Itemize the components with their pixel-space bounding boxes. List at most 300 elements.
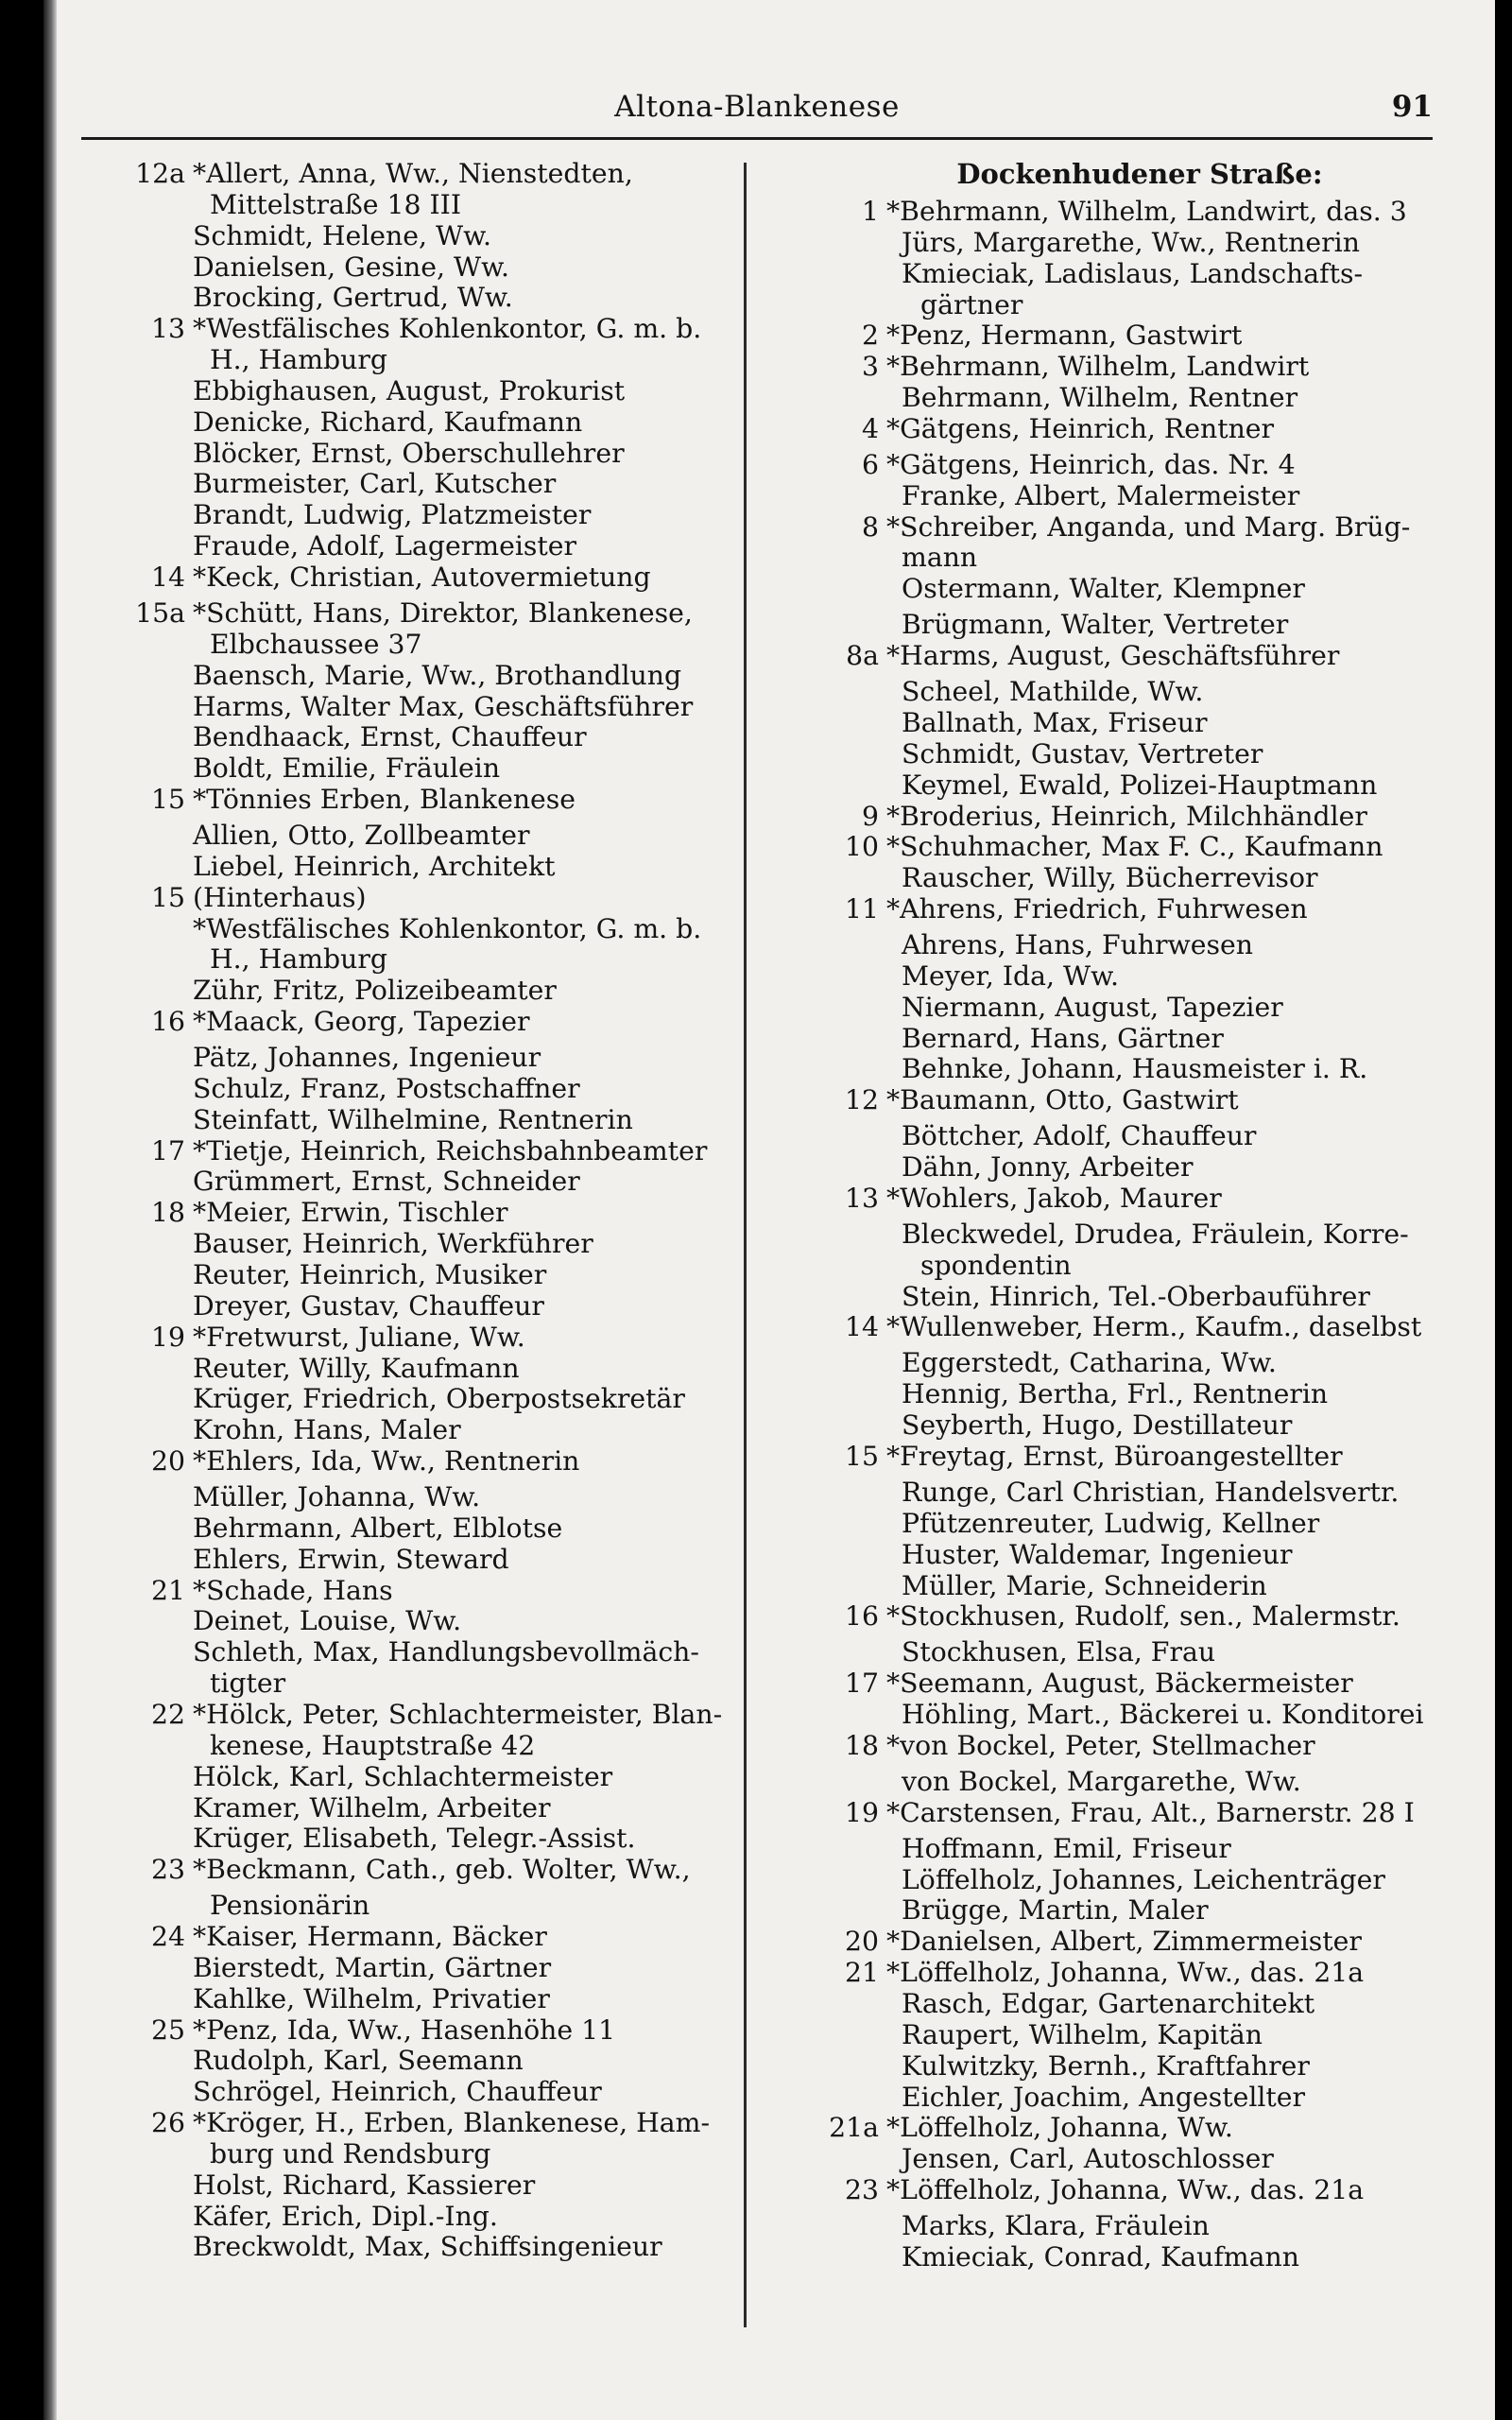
- house-number: 13: [844, 1182, 879, 1214]
- directory-entry: [799, 1219, 1461, 1251]
- resident-text: Dreyer, Gustav, Chauffeur: [193, 1289, 544, 1322]
- house-number: 8a: [846, 640, 879, 672]
- directory-entry: [799, 543, 1461, 574]
- resident-text: Hoffmann, Emil, Friseur: [902, 1832, 1231, 1864]
- directory-entry: [94, 314, 737, 345]
- directory-entry: [94, 785, 737, 821]
- resident-text: Bernard, Hans, Gärtner: [902, 1022, 1224, 1054]
- directory-entry: [799, 2144, 1461, 2175]
- house-number: 15: [150, 784, 185, 816]
- directory-entry: [94, 1074, 737, 1105]
- directory-entry: [799, 2113, 1461, 2144]
- directory-entry: [94, 1700, 737, 1731]
- directory-entry: [799, 2020, 1461, 2051]
- directory-entry: [94, 2170, 737, 2202]
- resident-text: Schmidt, Helene, Ww.: [193, 219, 491, 251]
- directory-entry: [799, 352, 1461, 383]
- directory-entry: [799, 383, 1461, 414]
- directory-entry: [799, 481, 1461, 512]
- directory-entry: [799, 1767, 1461, 1798]
- directory-entry: [94, 1824, 737, 1855]
- directory-entry: [94, 1354, 737, 1385]
- column-divider: [744, 163, 747, 2327]
- house-number: 13: [150, 313, 185, 345]
- directory-entry: [94, 2015, 737, 2047]
- house-number: 24: [150, 1921, 185, 1953]
- directory-entry: [94, 2046, 737, 2077]
- directory-entry: [94, 852, 737, 883]
- resident-text: Schulz, Franz, Postschaffner: [193, 1072, 580, 1104]
- directory-entry: [799, 2242, 1461, 2273]
- directory-entry: [94, 1446, 737, 1482]
- resident-text: *Allert, Anna, Ww., Nienstedten,: [193, 158, 633, 189]
- directory-entry: [94, 1545, 737, 1576]
- resident-text: Scheel, Mathilde, Ww.: [902, 676, 1204, 708]
- resident-text: *Gätgens, Heinrich, Rentner: [886, 412, 1275, 444]
- street-heading: Dockenhudener Straße:: [956, 158, 1323, 190]
- house-number: 17: [844, 1668, 879, 1700]
- resident-text: Seyberth, Hugo, Destillateur: [902, 1409, 1293, 1442]
- resident-text: Stein, Hinrich, Tel.-Oberbauführer: [902, 1280, 1370, 1312]
- resident-text: Kramer, Wilhelm, Arbeiter: [193, 1791, 551, 1824]
- house-number: 19: [844, 1796, 879, 1828]
- directory-entry: [94, 1513, 737, 1545]
- house-number: 11: [844, 893, 879, 925]
- house-number: 21a: [829, 2112, 879, 2144]
- resident-text: Bleckwedel, Drudea, Fräulein, Korre-: [902, 1218, 1409, 1250]
- house-number: 20: [844, 1926, 879, 1958]
- house-number: 23: [844, 2174, 879, 2206]
- house-number: 15: [844, 1441, 879, 1472]
- directory-entry: [94, 1606, 737, 1637]
- directory-entry: [799, 1540, 1461, 1571]
- resident-text: Brügge, Martin, Maler: [902, 1894, 1209, 1927]
- resident-text: Müller, Marie, Schneiderin: [902, 1569, 1267, 1601]
- resident-text: Krüger, Elisabeth, Telegr.-Assist.: [193, 1823, 636, 1855]
- directory-entry: [799, 1152, 1461, 1184]
- directory-entry: [799, 2175, 1461, 2211]
- resident-text: *Westfälisches Kohlenkontor, G. m. b.: [193, 912, 702, 944]
- resident-text: Elbchaussee 37: [210, 628, 422, 660]
- resident-text: Raupert, Wilhelm, Kapitän: [902, 2018, 1263, 2050]
- resident-text: Ahrens, Hans, Fuhrwesen: [902, 929, 1254, 961]
- resident-text: Schmidt, Gustav, Vertreter: [902, 737, 1263, 769]
- resident-text: *Ehlers, Ida, Ww., Rentnerin: [193, 1445, 580, 1478]
- directory-entry: [94, 2232, 737, 2263]
- directory-entry: [94, 630, 737, 661]
- directory-entry: [94, 2202, 737, 2233]
- directory-entry: [94, 1105, 737, 1136]
- directory-entry: [94, 1198, 737, 1229]
- directory-entry: [94, 1576, 737, 1607]
- directory-entry: [799, 739, 1461, 770]
- house-number: 3: [861, 351, 879, 383]
- house-number: 21: [844, 1957, 879, 1989]
- directory-entry: [94, 692, 737, 723]
- resident-text: Breckwoldt, Max, Schiffsingenieur: [193, 2231, 662, 2263]
- directory-entry: [94, 976, 737, 1007]
- resident-text: Hölck, Karl, Schlachtermeister: [193, 1760, 613, 1792]
- directory-entry: [799, 197, 1461, 228]
- directory-entry: [94, 883, 737, 914]
- resident-text: Ostermann, Walter, Klempner: [902, 573, 1305, 605]
- house-number: 2: [861, 320, 879, 352]
- house-number: 18: [844, 1729, 879, 1761]
- directory-entry: [799, 1927, 1461, 1958]
- directory-entry: [94, 407, 737, 439]
- directory-entry: [94, 1007, 737, 1043]
- directory-entry: [94, 914, 737, 945]
- directory-entry: [94, 1922, 737, 1953]
- resident-text: Meyer, Ida, Ww.: [902, 959, 1119, 992]
- directory-entry: [799, 1348, 1461, 1379]
- resident-text: H., Hamburg: [210, 943, 388, 976]
- resident-text: *Schreiber, Anganda, und Marg. Brüg-: [886, 510, 1411, 543]
- directory-entry: [94, 821, 737, 852]
- directory-entry: [94, 1415, 737, 1446]
- resident-text: Kmieciak, Conrad, Kaufmann: [902, 2240, 1299, 2273]
- resident-text: Huster, Waldemar, Ingenieur: [902, 1538, 1293, 1570]
- resident-text: von Bockel, Margarethe, Ww.: [902, 1765, 1301, 1797]
- directory-page: [43, 0, 1495, 2420]
- resident-text: Kahlke, Wilhelm, Privatier: [193, 1982, 550, 2014]
- house-number: 8: [861, 510, 879, 543]
- directory-entry: [799, 832, 1461, 863]
- directory-entry: [799, 1798, 1461, 1834]
- resident-text: Schrögel, Heinrich, Chauffeur: [193, 2076, 602, 2108]
- directory-entry: [94, 345, 737, 376]
- resident-text: Marks, Klara, Fräulein: [902, 2210, 1210, 2242]
- page-header: [81, 90, 1433, 140]
- directory-entry: [94, 1855, 737, 1891]
- right-column: [799, 159, 1461, 2273]
- resident-text: Boldt, Emilie, Fräulein: [193, 752, 501, 785]
- house-number: 14: [150, 561, 185, 593]
- left-column: [94, 159, 737, 2263]
- resident-text: *Hölck, Peter, Schlachtermeister, Blan-: [193, 1698, 723, 1730]
- resident-text: gärtner: [920, 288, 1023, 320]
- resident-text: Denicke, Richard, Kaufmann: [193, 406, 583, 438]
- directory-entry: [799, 574, 1461, 610]
- directory-entry: [799, 1989, 1461, 2020]
- resident-text: *von Bockel, Peter, Stellmacher: [886, 1729, 1315, 1761]
- directory-entry: [94, 1731, 737, 1762]
- house-number: 15a: [135, 596, 185, 629]
- resident-text: Hennig, Bertha, Frl., Rentnerin: [902, 1378, 1329, 1410]
- directory-entry: [799, 259, 1461, 290]
- resident-text: Kulwitzky, Bernh., Kraftfahrer: [902, 2049, 1310, 2082]
- resident-text: Niermann, August, Tapezier: [902, 991, 1283, 1023]
- resident-text: Reuter, Heinrich, Musiker: [193, 1259, 547, 1290]
- directory-entry: [799, 708, 1461, 739]
- resident-text: Stockhusen, Elsa, Frau: [902, 1636, 1216, 1668]
- resident-text: *Behrmann, Wilhelm, Landwirt: [886, 351, 1310, 383]
- directory-entry: [94, 1793, 737, 1824]
- directory-entry: [94, 2077, 737, 2108]
- directory-entry: [799, 677, 1461, 708]
- resident-text: burg und Rendsburg: [210, 2137, 491, 2169]
- resident-text: *Schuhmacher, Max F. C., Kaufmann: [886, 831, 1383, 863]
- resident-text: *Danielsen, Albert, Zimmermeister: [886, 1926, 1362, 1958]
- resident-text: Dähn, Jonny, Arbeiter: [902, 1151, 1194, 1184]
- directory-entry: [799, 1865, 1461, 1896]
- resident-text: Eggerstedt, Catharina, Ww.: [902, 1347, 1277, 1379]
- resident-text: Harms, Walter Max, Geschäftsführer: [193, 690, 694, 722]
- directory-entry: [799, 1312, 1461, 1348]
- resident-text: Mittelstraße 18 III: [210, 188, 462, 220]
- directory-entry: [94, 1637, 737, 1668]
- directory-entry: [94, 531, 737, 562]
- directory-entry: [799, 1054, 1461, 1085]
- resident-text: *Löffelholz, Johanna, Ww., das. 21a: [886, 2174, 1365, 2206]
- resident-text: (Hinterhaus): [193, 881, 367, 913]
- resident-text: Rasch, Edgar, Gartenarchitekt: [902, 1987, 1315, 2019]
- directory-entry: [94, 1291, 737, 1322]
- house-number: 20: [150, 1445, 185, 1478]
- house-number: 14: [844, 1311, 879, 1343]
- house-number: 22: [150, 1698, 185, 1730]
- house-number: 15: [150, 881, 185, 913]
- resident-text: *Wohlers, Jakob, Maurer: [886, 1182, 1222, 1214]
- directory-entry: [94, 439, 737, 470]
- resident-text: Burmeister, Carl, Kutscher: [193, 468, 557, 500]
- house-number: 18: [150, 1197, 185, 1229]
- directory-entry: [94, 1260, 737, 1291]
- resident-text: *Tietje, Heinrich, Reichsbahnbeamter: [193, 1134, 708, 1167]
- directory-entry: [799, 2211, 1461, 2242]
- directory-entry: [799, 770, 1461, 802]
- directory-entry: [94, 1984, 737, 2015]
- resident-text: *Schütt, Hans, Direktor, Blankenese,: [193, 596, 693, 629]
- house-number: 19: [150, 1321, 185, 1353]
- resident-text: Ehlers, Erwin, Steward: [193, 1543, 509, 1575]
- resident-text: kenese, Hauptstraße 42: [210, 1729, 536, 1761]
- directory-entry: [94, 2108, 737, 2139]
- running-head: Altona-Blankenese: [614, 90, 900, 124]
- resident-text: Behrmann, Wilhelm, Rentner: [902, 382, 1298, 414]
- resident-text: Schleth, Max, Handlungsbevollmäch-: [193, 1636, 699, 1668]
- resident-text: *Kaiser, Hermann, Bäcker: [193, 1921, 547, 1953]
- resident-text: *Stockhusen, Rudolf, sen., Malermstr.: [886, 1600, 1400, 1633]
- house-number: 12: [844, 1084, 879, 1116]
- directory-entry: [799, 802, 1461, 833]
- directory-entry: [799, 320, 1461, 352]
- directory-entry: [94, 1668, 737, 1700]
- resident-text: Brügmann, Walter, Vertreter: [902, 609, 1289, 641]
- resident-text: Bauser, Heinrich, Werkführer: [193, 1228, 593, 1260]
- resident-text: Bierstedt, Martin, Gärtner: [193, 1951, 552, 1983]
- directory-entry: [799, 1121, 1461, 1152]
- directory-entry: [94, 944, 737, 976]
- directory-entry: [94, 376, 737, 407]
- house-number: 21: [150, 1574, 185, 1606]
- resident-text: *Baumann, Otto, Gastwirt: [886, 1084, 1239, 1116]
- directory-entry: [799, 930, 1461, 961]
- resident-text: Jürs, Margarethe, Ww., Rentnerin: [902, 226, 1360, 258]
- house-number: 26: [150, 2107, 185, 2139]
- directory-entry: [799, 1251, 1461, 1282]
- directory-entry: [799, 641, 1461, 677]
- house-number: 10: [844, 831, 879, 863]
- resident-text: Steinfatt, Wilhelmine, Rentnerin: [193, 1103, 633, 1135]
- directory-entry: [94, 1136, 737, 1167]
- house-number: 17: [150, 1134, 185, 1167]
- resident-text: *Gätgens, Heinrich, das. Nr. 4: [886, 448, 1296, 480]
- directory-entry: [799, 1834, 1461, 1865]
- resident-text: H., Hamburg: [210, 344, 388, 376]
- house-number: 1: [861, 196, 879, 227]
- directory-entry: [94, 190, 737, 221]
- directory-entry: [94, 598, 737, 630]
- resident-text: tigter: [210, 1668, 286, 1700]
- directory-entry: [94, 469, 737, 500]
- directory-entry: [799, 1442, 1461, 1478]
- directory-entry: [799, 1085, 1461, 1121]
- directory-entry: [799, 290, 1461, 321]
- resident-text: Zühr, Fritz, Polizeibeamter: [193, 975, 557, 1007]
- directory-entry: [94, 500, 737, 531]
- resident-text: Holst, Richard, Kassierer: [193, 2169, 536, 2201]
- resident-text: Allien, Otto, Zollbeamter: [193, 820, 530, 852]
- house-number: 23: [150, 1854, 185, 1886]
- resident-text: Ballnath, Max, Friseur: [902, 706, 1208, 738]
- resident-text: Ebbighausen, August, Prokurist: [193, 374, 626, 406]
- house-number: 4: [861, 412, 879, 444]
- resident-text: Keymel, Ewald, Polizei-Hauptmann: [902, 769, 1378, 801]
- directory-entry: [94, 283, 737, 314]
- directory-entry: [799, 863, 1461, 894]
- resident-text: Eichler, Joachim, Angestellter: [902, 2081, 1306, 2113]
- house-number: 9: [861, 800, 879, 832]
- resident-text: Behnke, Johann, Hausmeister i. R.: [902, 1053, 1368, 1085]
- directory-entry: [799, 2083, 1461, 2114]
- resident-text: *Broderius, Heinrich, Milchhändler: [886, 800, 1367, 832]
- resident-text: *Schade, Hans: [193, 1574, 393, 1606]
- resident-text: Reuter, Willy, Kaufmann: [193, 1352, 520, 1384]
- directory-entry: [799, 1509, 1461, 1540]
- house-number: 12a: [135, 158, 185, 189]
- directory-entry: [799, 1700, 1461, 1731]
- house-number: 6: [861, 448, 879, 480]
- directory-entry: [94, 1891, 737, 1922]
- directory-entry: [799, 450, 1461, 481]
- resident-text: *Carstensen, Frau, Alt., Barnerstr. 28 I: [886, 1796, 1415, 1828]
- resident-text: Franke, Albert, Malermeister: [902, 479, 1300, 511]
- directory-entry: [799, 1024, 1461, 1055]
- page-number: 91: [1391, 90, 1433, 124]
- directory-entry: [799, 1282, 1461, 1313]
- directory-entry: [94, 159, 737, 190]
- directory-entry: [799, 993, 1461, 1024]
- directory-entry: [94, 221, 737, 252]
- resident-text: *Maack, Georg, Tapezier: [193, 1006, 530, 1038]
- resident-text: *Löffelholz, Johanna, Ww., das. 21a: [886, 1957, 1365, 1989]
- directory-entry: [799, 228, 1461, 259]
- directory-entry: [799, 1379, 1461, 1410]
- resident-text: Pensionärin: [210, 1890, 370, 1922]
- resident-text: *Löffelholz, Johanna, Ww.: [886, 2112, 1233, 2144]
- directory-entry: [799, 1184, 1461, 1219]
- directory-entry: [799, 1958, 1461, 1989]
- directory-entry: [94, 1762, 737, 1793]
- resident-text: *Harms, August, Geschäftsführer: [886, 640, 1340, 672]
- directory-entry: [799, 1410, 1461, 1442]
- directory-entry: [799, 1731, 1461, 1767]
- directory-entry: [799, 1571, 1461, 1602]
- directory-entry: [94, 1384, 737, 1415]
- resident-text: *Penz, Ida, Ww., Hasenhöhe 11: [193, 2014, 616, 2046]
- directory-entry: [94, 1043, 737, 1074]
- directory-entry: [799, 1601, 1461, 1637]
- resident-text: Rauscher, Willy, Bücherrevisor: [902, 862, 1318, 894]
- directory-entry: [94, 1953, 737, 1984]
- resident-text: Baensch, Marie, Ww., Brothandlung: [193, 659, 682, 691]
- directory-entry: [94, 1322, 737, 1354]
- resident-text: Brandt, Ludwig, Platzmeister: [193, 499, 592, 531]
- directory-entry: [799, 1668, 1461, 1700]
- resident-text: Böttcher, Adolf, Chauffeur: [902, 1120, 1257, 1152]
- resident-text: Kmieciak, Ladislaus, Landschafts-: [902, 257, 1364, 289]
- resident-text: mann: [902, 542, 978, 574]
- resident-text: *Meier, Erwin, Tischler: [193, 1197, 508, 1229]
- directory-entry: [94, 1167, 737, 1198]
- directory-entry: [799, 2051, 1461, 2083]
- resident-text: *Keck, Christian, Autovermietung: [193, 561, 651, 593]
- directory-entry: [94, 1482, 737, 1513]
- directory-entry: [799, 512, 1461, 544]
- resident-text: Jensen, Carl, Autoschlosser: [902, 2143, 1274, 2175]
- resident-text: *Fretwurst, Juliane, Ww.: [193, 1321, 525, 1353]
- house-number: 16: [150, 1006, 185, 1038]
- resident-text: Blöcker, Ernst, Oberschullehrer: [193, 437, 625, 469]
- resident-text: Deinet, Louise, Ww.: [193, 1605, 462, 1637]
- directory-entry: [94, 2139, 737, 2170]
- resident-text: Pätz, Johannes, Ingenieur: [193, 1042, 541, 1074]
- resident-text: Runge, Carl Christian, Handelsvertr.: [902, 1477, 1400, 1508]
- directory-entry: [94, 562, 737, 598]
- directory-entry: [799, 1478, 1461, 1509]
- directory-entry: [799, 961, 1461, 993]
- resident-text: Krohn, Hans, Maler: [193, 1414, 461, 1446]
- resident-text: *Wullenweber, Herm., Kaufm., daselbst: [886, 1311, 1422, 1343]
- resident-text: *Penz, Hermann, Gastwirt: [886, 320, 1243, 352]
- resident-text: *Westfälisches Kohlenkontor, G. m. b.: [193, 313, 702, 345]
- directory-entry: [94, 661, 737, 692]
- resident-text: Käfer, Erich, Dipl.-Ing.: [193, 2200, 498, 2232]
- resident-text: Fraude, Adolf, Lagermeister: [193, 530, 577, 562]
- resident-text: Löffelholz, Johannes, Leichenträger: [902, 1863, 1385, 1895]
- resident-text: Behrmann, Albert, Elblotse: [193, 1512, 563, 1544]
- resident-text: *Freytag, Ernst, Büroangestellter: [886, 1441, 1343, 1472]
- directory-entry: [94, 753, 737, 785]
- resident-text: *Kröger, H., Erben, Blankenese, Ham-: [193, 2107, 711, 2139]
- directory-entry: [94, 722, 737, 753]
- directory-entry: [799, 1637, 1461, 1668]
- resident-text: Müller, Johanna, Ww.: [193, 1481, 481, 1513]
- page-edge-shadow: [43, 0, 57, 2420]
- directory-entry: [94, 1229, 737, 1260]
- resident-text: Brocking, Gertrud, Ww.: [193, 282, 513, 314]
- resident-text: Rudolph, Karl, Seemann: [193, 2045, 524, 2077]
- resident-text: *Tönnies Erben, Blankenese: [193, 784, 576, 816]
- resident-text: *Behrmann, Wilhelm, Landwirt, das. 3: [886, 196, 1407, 227]
- resident-text: Grümmert, Ernst, Schneider: [193, 1166, 580, 1198]
- directory-entry: [799, 610, 1461, 641]
- resident-text: Krüger, Friedrich, Oberpostsekretär: [193, 1383, 685, 1415]
- resident-text: Pfützenreuter, Ludwig, Kellner: [902, 1507, 1320, 1539]
- house-number: 25: [150, 2014, 185, 2046]
- resident-text: Bendhaack, Ernst, Chauffeur: [193, 721, 587, 753]
